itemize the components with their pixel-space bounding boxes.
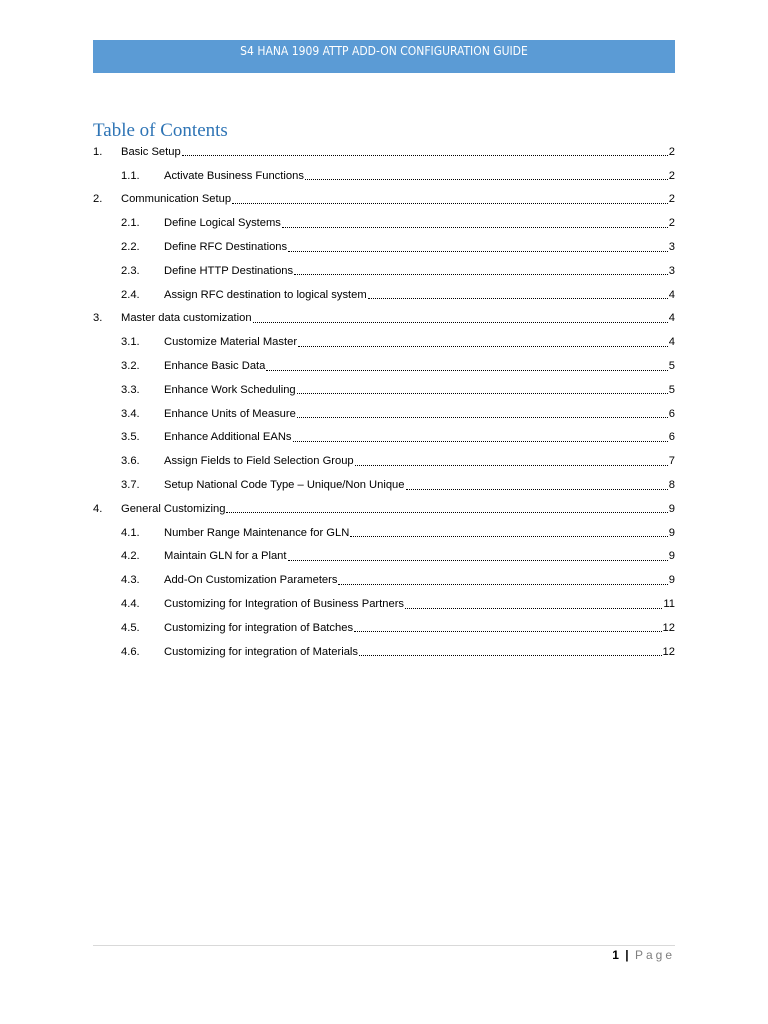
toc-entry[interactable] <box>93 521 675 545</box>
toc-entry-number: 3.1. <box>121 336 140 349</box>
toc-entry-number: 4. <box>93 502 103 515</box>
toc-entry-page: 9 <box>668 574 675 587</box>
toc-leader-dots <box>294 274 668 275</box>
toc-entry[interactable] <box>93 378 675 402</box>
toc-leader-dots <box>288 251 668 252</box>
footer-divider <box>93 945 675 946</box>
toc-leader-dots <box>297 417 668 418</box>
toc-entry-title: Number Range Maintenance for GLN <box>164 526 350 539</box>
toc-entry-number: 1. <box>93 145 103 158</box>
toc-entry-page: 4 <box>668 336 675 349</box>
toc-leader-dots <box>226 512 667 513</box>
toc-entry-title: Communication Setup <box>121 193 232 206</box>
toc-leader-dots <box>288 560 668 561</box>
toc-entry[interactable] <box>93 449 675 473</box>
toc-entry[interactable] <box>93 330 675 354</box>
toc-leader-dots <box>368 298 668 299</box>
table-of-contents <box>93 140 675 664</box>
document-header <box>93 40 675 73</box>
toc-entry-number: 4.1. <box>121 526 140 539</box>
toc-leader-dots <box>298 346 668 347</box>
toc-entry-title: Activate Business Functions <box>164 169 304 182</box>
toc-leader-dots <box>232 203 668 204</box>
toc-entry[interactable] <box>93 235 675 259</box>
toc-entry-number: 4.2. <box>121 550 140 563</box>
toc-entry-number: 2.1. <box>121 217 140 230</box>
toc-entry[interactable] <box>93 140 675 164</box>
toc-heading: Table of Contents <box>93 120 228 141</box>
toc-entry-number: 2.2. <box>121 241 140 254</box>
toc-leader-dots <box>350 536 667 537</box>
toc-leader-dots <box>355 465 668 466</box>
toc-entry[interactable] <box>93 188 675 212</box>
toc-entry-title: Enhance Work Scheduling <box>164 383 296 396</box>
toc-entry-page: 2 <box>668 193 675 206</box>
toc-entry[interactable] <box>93 164 675 188</box>
toc-entry[interactable] <box>93 402 675 426</box>
toc-entry-number: 3.7. <box>121 479 140 492</box>
toc-leader-dots <box>253 322 668 323</box>
toc-leader-dots <box>305 179 668 180</box>
toc-entry-title: Customizing for Integration of Business Partners <box>164 598 405 611</box>
toc-entry[interactable] <box>93 211 675 235</box>
toc-entry[interactable] <box>93 473 675 497</box>
toc-entry-page: 4 <box>668 312 675 325</box>
toc-leader-dots <box>338 584 667 585</box>
toc-entry-number: 4.3. <box>121 574 140 587</box>
page-number: 1 <box>612 948 619 962</box>
toc-entry-number: 4.6. <box>121 645 140 658</box>
toc-entry-page: 9 <box>668 526 675 539</box>
toc-entry-page: 12 <box>662 621 675 634</box>
toc-entry-page: 9 <box>668 502 675 515</box>
toc-entry-page: 12 <box>662 645 675 658</box>
toc-entry-number: 4.5. <box>121 621 140 634</box>
toc-entry-title: Enhance Units of Measure <box>164 407 296 420</box>
toc-entry-title: Define RFC Destinations <box>164 241 288 254</box>
toc-leader-dots <box>406 489 668 490</box>
page-footer <box>612 948 675 962</box>
toc-entry-title: Maintain GLN for a Plant <box>164 550 287 563</box>
page-label: Page <box>634 948 675 962</box>
toc-entry-title: Customizing for integration of Batches <box>164 621 354 634</box>
toc-leader-dots <box>297 393 668 394</box>
toc-entry-page: 5 <box>668 360 675 373</box>
toc-entry-title: Customize Material Master <box>164 336 298 349</box>
toc-entry-page: 3 <box>668 241 675 254</box>
toc-entry[interactable] <box>93 283 675 307</box>
document-header-title: S4 HANA 1909 ATTP ADD-ON CONFIGURATION GUIDE <box>240 44 528 58</box>
toc-leader-dots <box>354 631 662 632</box>
toc-entry-page: 4 <box>668 288 675 301</box>
toc-entry[interactable] <box>93 497 675 521</box>
toc-entry-page: 6 <box>668 431 675 444</box>
toc-entry-number: 2.4. <box>121 288 140 301</box>
toc-leader-dots <box>405 608 662 609</box>
toc-entry-page: 9 <box>668 550 675 563</box>
toc-leader-dots <box>182 155 668 156</box>
toc-entry-page: 6 <box>668 407 675 420</box>
toc-entry[interactable] <box>93 592 675 616</box>
toc-entry[interactable] <box>93 568 675 592</box>
toc-entry-title: Basic Setup <box>121 145 181 158</box>
toc-entry-title: Customizing for integration of Materials <box>164 645 359 658</box>
toc-entry[interactable] <box>93 616 675 640</box>
toc-entry-title: Master data customization <box>121 312 252 325</box>
toc-entry-title: Enhance Basic Data <box>164 360 266 373</box>
footer-separator: | <box>625 948 629 962</box>
toc-leader-dots <box>359 655 662 656</box>
toc-entry-number: 3.4. <box>121 407 140 420</box>
toc-entry-page: 5 <box>668 383 675 396</box>
toc-leader-dots <box>282 227 668 228</box>
toc-entry-title: Define HTTP Destinations <box>164 264 294 277</box>
toc-entry-number: 3.2. <box>121 360 140 373</box>
toc-entry-page: 2 <box>668 145 675 158</box>
toc-entry-title: Add-On Customization Parameters <box>164 574 338 587</box>
toc-entry-page: 8 <box>668 479 675 492</box>
toc-entry-page: 3 <box>668 264 675 277</box>
toc-entry-number: 4.4. <box>121 598 140 611</box>
toc-entry[interactable] <box>93 545 675 569</box>
toc-entry-number: 3.3. <box>121 383 140 396</box>
toc-entry-title: Enhance Additional EANs <box>164 431 292 444</box>
toc-entry-page: 2 <box>668 217 675 230</box>
toc-entry-page: 11 <box>663 598 675 611</box>
toc-leader-dots <box>293 441 668 442</box>
toc-entry-title: Setup National Code Type – Unique/Non Unique <box>164 479 405 492</box>
toc-entry-title: Define Logical Systems <box>164 217 281 230</box>
toc-entry[interactable] <box>93 426 675 450</box>
toc-entry-title: General Customizing <box>121 502 226 515</box>
toc-entry-number: 3.6. <box>121 455 140 468</box>
toc-entry-page: 7 <box>668 455 675 468</box>
toc-entry-number: 3. <box>93 312 103 325</box>
toc-entry[interactable] <box>93 640 675 664</box>
toc-leader-dots <box>266 370 667 371</box>
toc-entry-number: 3.5. <box>121 431 140 444</box>
toc-entry-title: Assign RFC destination to logical system <box>164 288 367 301</box>
toc-entry[interactable] <box>93 354 675 378</box>
toc-entry-number: 1.1. <box>121 169 140 182</box>
toc-entry-number: 2. <box>93 193 103 206</box>
toc-entry[interactable] <box>93 259 675 283</box>
toc-entry[interactable] <box>93 307 675 331</box>
toc-entry-number: 2.3. <box>121 264 140 277</box>
toc-entry-page: 2 <box>668 169 675 182</box>
toc-entry-title: Assign Fields to Field Selection Group <box>164 455 354 468</box>
